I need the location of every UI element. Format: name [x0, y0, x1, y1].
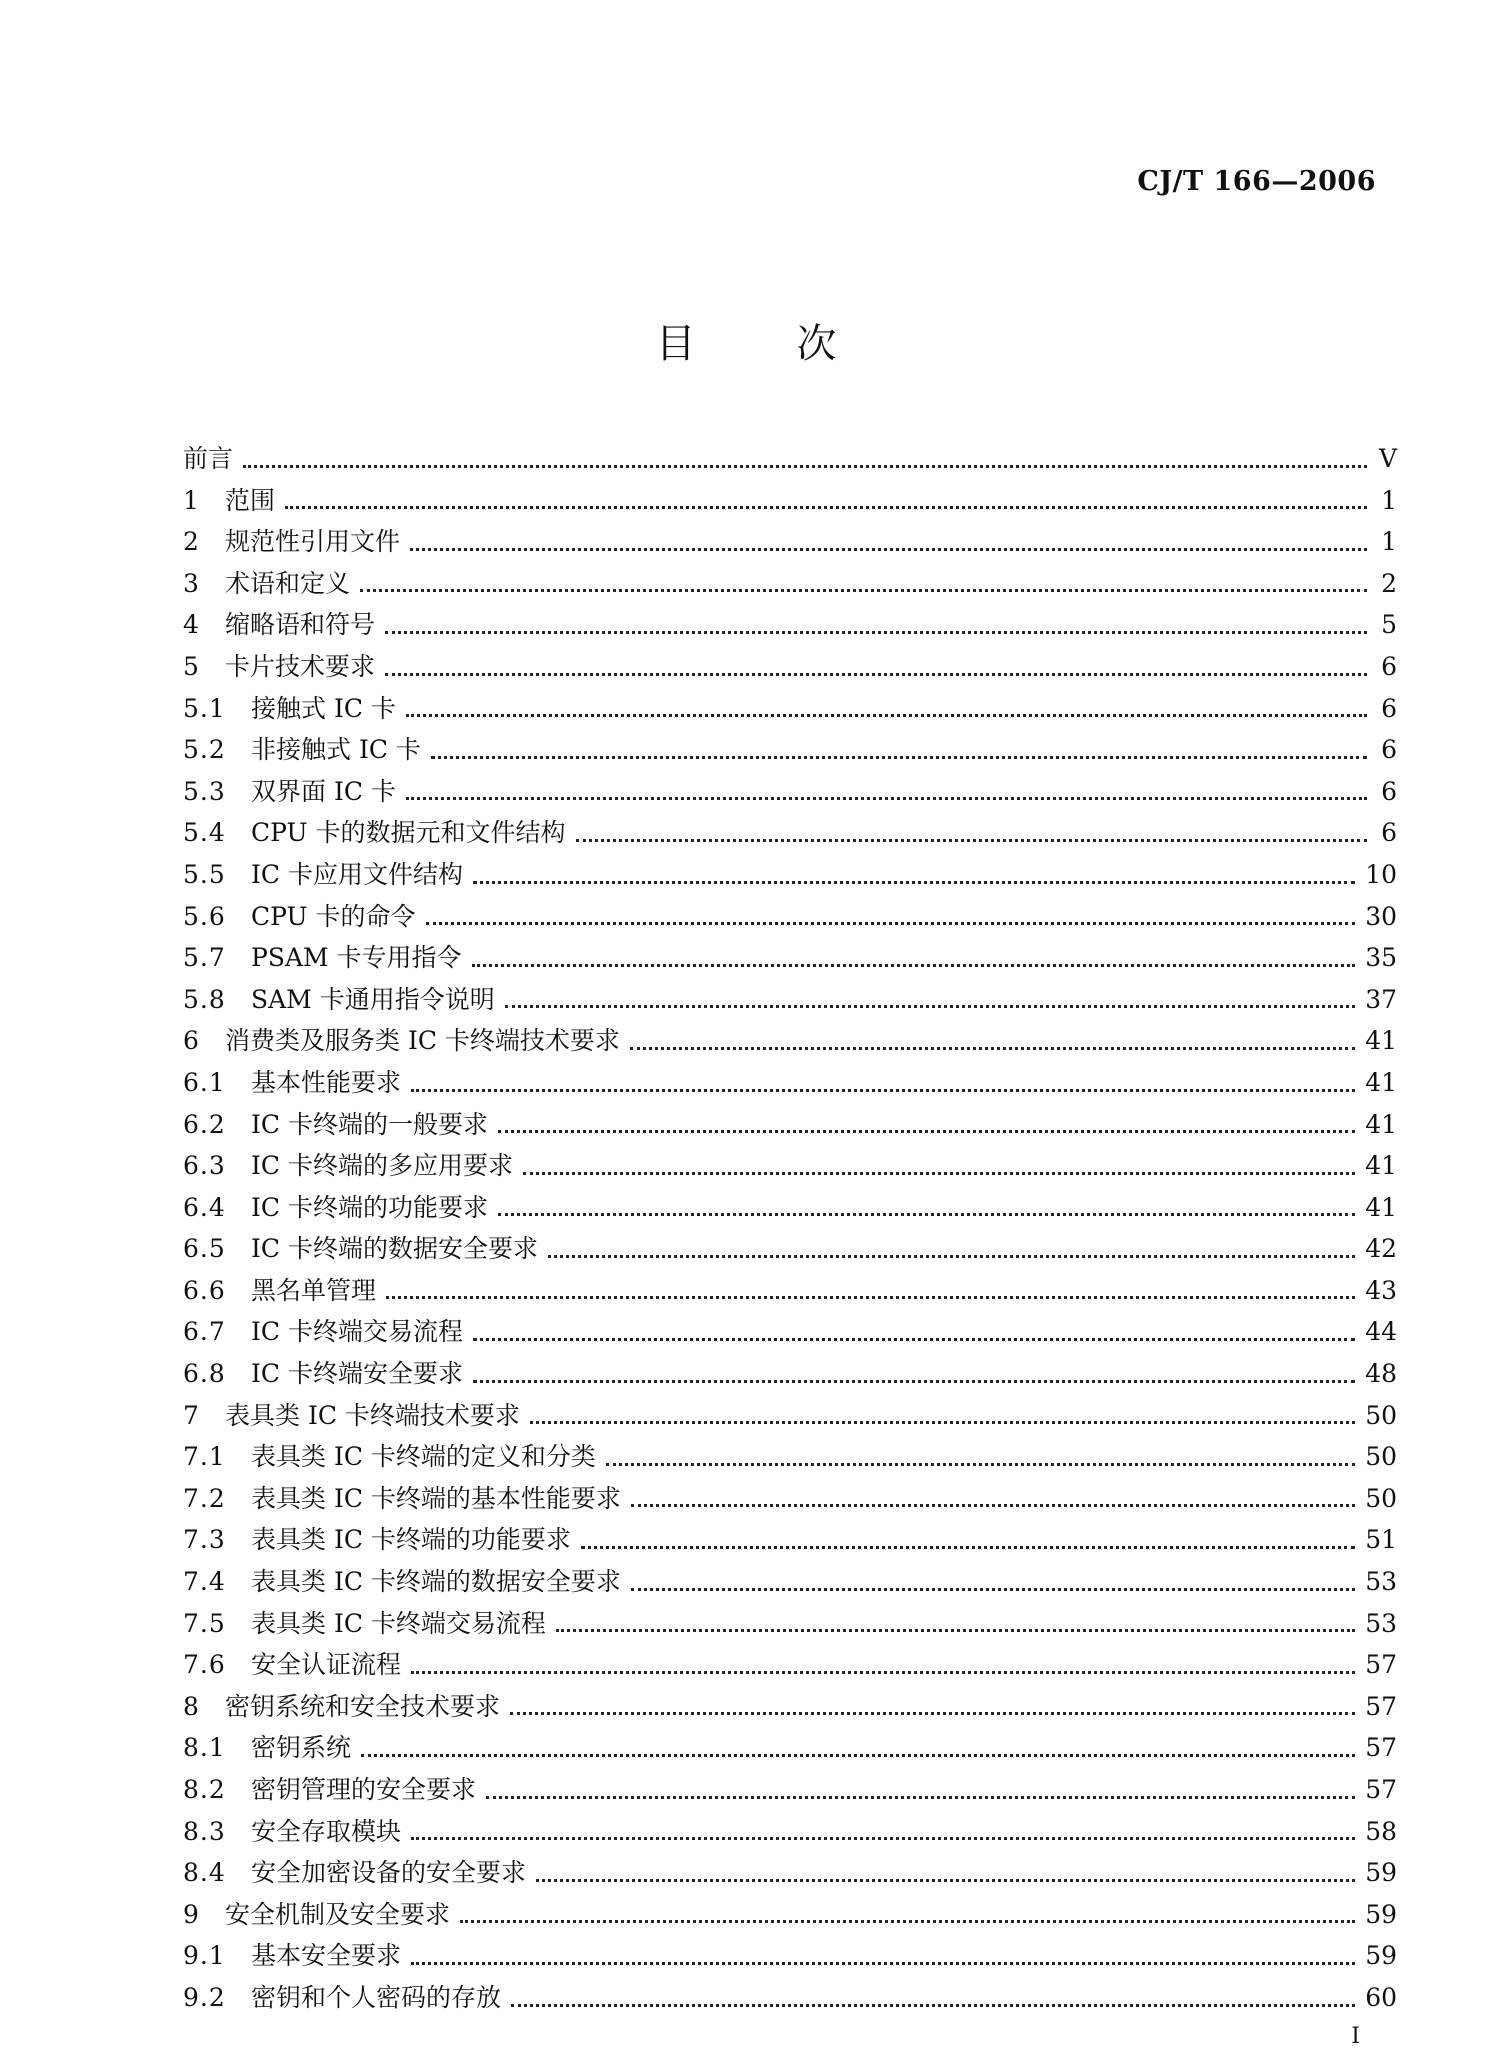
- toc-entry[interactable]: [183, 1020, 1397, 1062]
- toc-entry-page: 57: [1365, 1733, 1397, 1763]
- toc-leader-dots: [530, 1421, 1355, 1424]
- toc-entry-number: 8.4: [183, 1858, 226, 1888]
- toc-entry-title: 范围: [225, 485, 276, 515]
- table-of-contents: [183, 438, 1397, 2019]
- toc-entry[interactable]: [183, 1436, 1397, 1478]
- toc-entry-number: 6.7: [183, 1317, 226, 1347]
- toc-entry[interactable]: [183, 1478, 1397, 1520]
- toc-entry-title: 基本安全要求: [251, 1941, 402, 1971]
- toc-entry-number: 6.2: [183, 1109, 226, 1139]
- toc-entry[interactable]: [183, 646, 1397, 688]
- toc-entry-page: 59: [1365, 1941, 1397, 1971]
- toc-entry[interactable]: [183, 1311, 1397, 1353]
- toc-entry-title: 规范性引用文件: [225, 527, 401, 557]
- toc-entry[interactable]: [183, 604, 1397, 646]
- toc-entry-number: 6.6: [183, 1275, 226, 1305]
- toc-entry-number: 6.5: [183, 1234, 226, 1264]
- toc-entry-number: 6.4: [183, 1192, 226, 1222]
- toc-entry-title: 密钥和个人密码的存放: [251, 1982, 502, 2012]
- toc-entry[interactable]: [183, 1228, 1397, 1270]
- toc-title: 目 次: [655, 321, 881, 367]
- toc-entry-title: 安全存取模块: [251, 1816, 402, 1846]
- toc-entry-number: 2: [183, 527, 200, 557]
- toc-entry-number: 6.3: [183, 1151, 226, 1181]
- toc-entry-number: 7.6: [183, 1650, 226, 1680]
- toc-entry-number: 7.1: [183, 1442, 226, 1472]
- toc-entry-number: 5.6: [183, 901, 226, 931]
- toc-entry-page: 6: [1381, 735, 1397, 765]
- toc-entry[interactable]: [183, 1104, 1397, 1146]
- toc-entry-title: 缩略语和符号: [225, 610, 376, 640]
- toc-entry-title: IC 卡终端的数据安全要求: [251, 1234, 538, 1264]
- toc-entry-title: 消费类及服务类 IC 卡终端技术要求: [225, 1026, 620, 1056]
- toc-entry-number: 6.8: [183, 1359, 226, 1389]
- toc-entry-number: 6.1: [183, 1067, 226, 1097]
- toc-leader-dots: [360, 589, 1367, 592]
- toc-leader-dots: [510, 1712, 1355, 1715]
- toc-entry-number: 5.1: [183, 693, 226, 723]
- toc-entry-title: PSAM 卡专用指令: [251, 943, 462, 973]
- toc-entry-page: 6: [1381, 818, 1397, 848]
- toc-entry-title: IC 卡应用文件结构: [251, 859, 463, 889]
- toc-entry-title: IC 卡终端的功能要求: [251, 1192, 488, 1222]
- toc-leader-dots: [486, 1796, 1355, 1799]
- toc-leader-dots: [386, 1296, 1355, 1299]
- toc-entry-number: 8.3: [183, 1816, 226, 1846]
- toc-entry[interactable]: [183, 896, 1397, 938]
- toc-leader-dots: [536, 1879, 1355, 1882]
- toc-entry-title: 黑名单管理: [251, 1275, 377, 1305]
- toc-entry-title: IC 卡终端的多应用要求: [251, 1151, 513, 1181]
- toc-leader-dots: [243, 465, 1367, 468]
- page-number: I: [1351, 2024, 1360, 2049]
- toc-entry-page: 58: [1365, 1816, 1397, 1846]
- toc-entry-page: 35: [1365, 943, 1397, 973]
- toc-leader-dots: [361, 1754, 1355, 1757]
- toc-entry[interactable]: [183, 1395, 1397, 1437]
- toc-leader-dots: [285, 506, 1367, 509]
- toc-leader-dots: [411, 1089, 1355, 1092]
- toc-entry-page: 60: [1365, 1982, 1397, 2012]
- toc-leader-dots: [576, 839, 1367, 842]
- toc-entry-number: 5.3: [183, 776, 226, 806]
- toc-entry[interactable]: [183, 1187, 1397, 1229]
- toc-entry[interactable]: [183, 1727, 1397, 1769]
- toc-entry-title: 密钥管理的安全要求: [251, 1775, 477, 1804]
- toc-entry-page: 41: [1365, 1026, 1397, 1056]
- toc-entry-title: 表具类 IC 卡终端的定义和分类: [251, 1442, 596, 1472]
- toc-entry-page: 2: [1381, 568, 1397, 598]
- toc-leader-dots: [460, 1920, 1355, 1923]
- toc-leader-dots: [431, 756, 1367, 759]
- toc-entry-number: 5.2: [183, 735, 226, 765]
- toc-leader-dots: [523, 1172, 1355, 1175]
- toc-leader-dots: [511, 2004, 1355, 2007]
- toc-entry[interactable]: [183, 1145, 1397, 1187]
- toc-entry[interactable]: [183, 854, 1397, 896]
- toc-entry-number: 5: [183, 651, 200, 681]
- toc-entry[interactable]: [183, 1353, 1397, 1395]
- toc-entry[interactable]: [183, 1894, 1397, 1936]
- toc-entry-page: 42: [1365, 1234, 1397, 1264]
- toc-entry-page: 6: [1381, 693, 1397, 723]
- toc-entry-page: 30: [1365, 901, 1397, 931]
- toc-entry-number: 5.7: [183, 943, 226, 973]
- toc-leader-dots: [385, 673, 1367, 676]
- toc-leader-dots: [606, 1463, 1355, 1466]
- toc-entry-page: 51: [1365, 1525, 1397, 1555]
- toc-entry-title: 安全认证流程: [251, 1650, 402, 1680]
- toc-entry-title: IC 卡终端安全要求: [251, 1359, 463, 1389]
- toc-entry-number: 9.1: [183, 1941, 226, 1971]
- toc-entry-title: 表具类 IC 卡终端的功能要求: [251, 1525, 571, 1555]
- toc-entry[interactable]: [183, 1686, 1397, 1728]
- toc-entry-page: 41: [1365, 1109, 1397, 1139]
- toc-entry[interactable]: [183, 1977, 1397, 2019]
- toc-entry-page: 53: [1365, 1567, 1397, 1597]
- toc-leader-dots: [473, 881, 1355, 884]
- toc-leader-dots: [385, 631, 1367, 634]
- toc-entry-page: 48: [1365, 1359, 1397, 1389]
- toc-entry-number: 5.5: [183, 859, 226, 889]
- toc-entry-number: 4: [183, 610, 200, 640]
- toc-entry-page: 10: [1365, 859, 1397, 889]
- toc-entry-number: 1: [183, 485, 200, 515]
- toc-leader-dots: [548, 1255, 1355, 1258]
- toc-entry-page: 53: [1365, 1608, 1397, 1638]
- toc-entry-number: 7.5: [183, 1608, 226, 1638]
- toc-entry[interactable]: [183, 1519, 1397, 1561]
- toc-entry-number: 7: [183, 1400, 200, 1430]
- toc-entry-page: 50: [1365, 1400, 1397, 1430]
- toc-entry-page: 1: [1381, 527, 1397, 557]
- toc-entry-number: 5.8: [183, 984, 226, 1014]
- toc-entry-title: 双界面 IC 卡: [251, 776, 396, 806]
- toc-entry[interactable]: [183, 521, 1397, 563]
- toc-entry-number: 9.2: [183, 1982, 226, 2012]
- toc-entry-title: 表具类 IC 卡终端技术要求: [225, 1400, 520, 1430]
- toc-leader-dots: [406, 797, 1367, 800]
- toc-entry[interactable]: [183, 812, 1397, 854]
- toc-entry[interactable]: [183, 979, 1397, 1021]
- toc-entry[interactable]: [183, 1603, 1397, 1645]
- toc-entry-number: 8.1: [183, 1733, 226, 1763]
- toc-entry-page: 59: [1365, 1899, 1397, 1929]
- toc-leader-dots: [411, 1962, 1355, 1965]
- toc-entry-title: 接触式 IC 卡: [251, 693, 396, 723]
- toc-entry-page: 1: [1381, 485, 1397, 515]
- toc-entry-number: 8.2: [183, 1775, 226, 1804]
- toc-entry[interactable]: [183, 1270, 1397, 1312]
- toc-entry-number: 5.4: [183, 818, 226, 848]
- toc-leader-dots: [631, 1588, 1355, 1591]
- toc-leader-dots: [631, 1504, 1355, 1507]
- toc-leader-dots: [411, 1837, 1355, 1840]
- toc-entry[interactable]: [183, 438, 1397, 480]
- toc-leader-dots: [426, 922, 1356, 925]
- toc-entry-title: 表具类 IC 卡终端的基本性能要求: [251, 1483, 621, 1513]
- toc-entry[interactable]: [183, 563, 1397, 605]
- toc-entry-page: 59: [1365, 1858, 1397, 1888]
- toc-entry-number: 9: [183, 1899, 200, 1929]
- toc-entry[interactable]: [183, 729, 1397, 771]
- toc-entry-page: 41: [1365, 1067, 1397, 1097]
- toc-entry-title: IC 卡终端交易流程: [251, 1317, 463, 1347]
- toc-entry-title: 非接触式 IC 卡: [251, 735, 421, 765]
- toc-entry[interactable]: [183, 937, 1397, 979]
- toc-entry-page: 43: [1365, 1275, 1397, 1305]
- toc-leader-dots: [498, 1213, 1355, 1216]
- toc-entry-title: 安全机制及安全要求: [225, 1899, 451, 1929]
- toc-entry-number: 7.4: [183, 1567, 226, 1597]
- toc-entry-title: 安全加密设备的安全要求: [251, 1858, 527, 1888]
- toc-entry[interactable]: [183, 688, 1397, 730]
- toc-entry-page: 6: [1381, 651, 1397, 681]
- toc-entry[interactable]: [183, 1852, 1397, 1894]
- toc-entry-page: 41: [1365, 1151, 1397, 1181]
- toc-entry[interactable]: [183, 1935, 1397, 1977]
- toc-entry-page: 6: [1381, 776, 1397, 806]
- toc-entry-title: CPU 卡的命令: [251, 901, 416, 931]
- toc-entry-page: 50: [1365, 1483, 1397, 1513]
- toc-entry-page: V: [1378, 444, 1397, 473]
- toc-leader-dots: [406, 714, 1367, 717]
- toc-entry-title: 表具类 IC 卡终端交易流程: [251, 1608, 546, 1638]
- toc-entry-page: 57: [1365, 1650, 1397, 1680]
- toc-entry-title: IC 卡终端的一般要求: [251, 1109, 488, 1139]
- toc-entry-title: 术语和定义: [225, 568, 351, 598]
- toc-entry-page: 41: [1365, 1192, 1397, 1222]
- toc-entry[interactable]: [183, 771, 1397, 813]
- toc-leader-dots: [498, 1130, 1355, 1133]
- toc-entry-number: 6: [183, 1026, 200, 1056]
- toc-entry-number: 8: [183, 1691, 200, 1721]
- toc-leader-dots: [581, 1546, 1355, 1549]
- toc-entry-title: 基本性能要求: [251, 1067, 402, 1097]
- toc-entry-title: 表具类 IC 卡终端的数据安全要求: [251, 1567, 621, 1597]
- toc-leader-dots: [472, 964, 1356, 967]
- toc-entry-title: 密钥系统: [251, 1733, 352, 1763]
- toc-entry-title: 前言: [183, 444, 234, 473]
- toc-entry-title: 卡片技术要求: [225, 651, 376, 681]
- toc-leader-dots: [473, 1338, 1355, 1341]
- toc-entry-page: 5: [1381, 610, 1397, 640]
- toc-entry[interactable]: [183, 1769, 1397, 1811]
- toc-entry[interactable]: [183, 1644, 1397, 1686]
- standard-code: CJ/T 166—2006: [1137, 166, 1376, 197]
- toc-entry-page: 50: [1365, 1442, 1397, 1472]
- toc-entry-number: 7.2: [183, 1483, 226, 1513]
- toc-entry-page: 57: [1365, 1775, 1397, 1804]
- toc-entry-page: 57: [1365, 1691, 1397, 1721]
- toc-leader-dots: [630, 1047, 1355, 1050]
- toc-leader-dots: [410, 548, 1367, 551]
- toc-entry-number: 3: [183, 568, 200, 598]
- toc-entry-page: 44: [1365, 1317, 1397, 1347]
- toc-entry-title: CPU 卡的数据元和文件结构: [251, 818, 566, 848]
- toc-entry[interactable]: [183, 1062, 1397, 1104]
- toc-leader-dots: [473, 1380, 1355, 1383]
- toc-leader-dots: [505, 1005, 1355, 1008]
- toc-entry[interactable]: [183, 1811, 1397, 1853]
- toc-entry-title: SAM 卡通用指令说明: [251, 984, 495, 1014]
- toc-leader-dots: [556, 1629, 1355, 1632]
- toc-leader-dots: [411, 1671, 1355, 1674]
- toc-entry[interactable]: [183, 480, 1397, 522]
- toc-entry-page: 37: [1365, 984, 1397, 1014]
- toc-entry-title: 密钥系统和安全技术要求: [225, 1691, 501, 1721]
- toc-entry[interactable]: [183, 1561, 1397, 1603]
- toc-entry-number: 7.3: [183, 1525, 226, 1555]
